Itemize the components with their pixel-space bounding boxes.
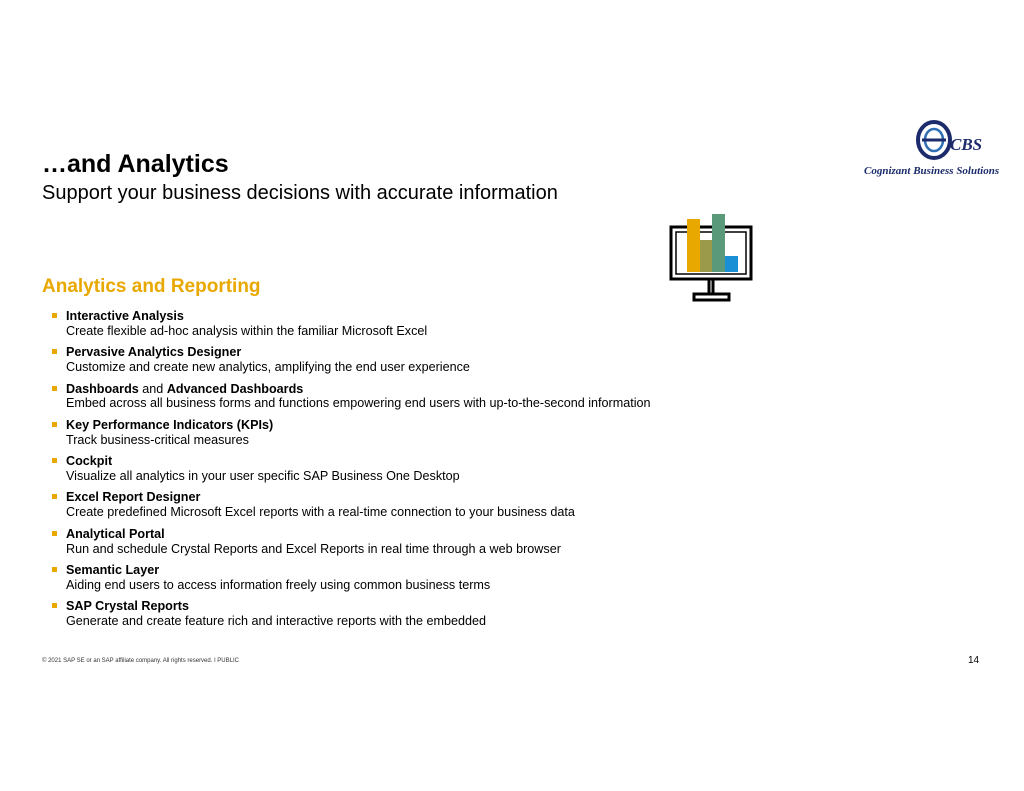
bullet-icon <box>52 422 57 427</box>
feature-title: Key Performance Indicators (KPIs) <box>66 417 274 432</box>
page-number: 14 <box>968 655 980 666</box>
bullet-icon <box>52 603 57 608</box>
feature-description: Visualize all analytics in your user specific SAP Business One Desktop <box>66 468 460 483</box>
footer-copyright: © 2021 SAP SE or an SAP affiliate company. All rights reserved. ǀ PUBLIC <box>42 658 239 664</box>
feature-description: Generate and create feature rich and interactive reports with the embedded <box>66 614 487 629</box>
feature-title: Cockpit <box>66 454 113 469</box>
list-item <box>48 418 808 454</box>
bullet-icon <box>52 458 57 463</box>
list-item <box>48 490 808 526</box>
list-item <box>48 309 808 345</box>
feature-title: Interactive Analysis <box>66 309 184 323</box>
list-item <box>48 527 808 563</box>
list-item <box>48 563 808 599</box>
feature-title <box>66 382 808 397</box>
feature-title-part: Advanced Dashboards <box>166 381 304 396</box>
feature-description: Customize and create new analytics, amplifying the end user experience <box>66 360 470 375</box>
list-item <box>48 454 808 490</box>
feature-title-part: Dashboards <box>66 381 139 396</box>
feature-title: SAP Crystal Reports <box>66 599 189 614</box>
bullet-icon <box>52 386 57 391</box>
bullet-icon <box>52 349 57 354</box>
feature-title: Semantic Layer <box>66 563 160 578</box>
feature-description: Create predefined Microsoft Excel reports with a real-time connection to your business data <box>66 505 575 520</box>
feature-description: Embed across all business forms and functions empowering end users with up-to-the-second information <box>66 396 651 411</box>
bullet-icon <box>52 313 57 318</box>
list-item <box>48 599 808 635</box>
logo-monogram: CBS <box>950 135 983 154</box>
list-item <box>48 345 808 381</box>
list-item <box>48 382 808 418</box>
bullet-icon <box>52 567 57 572</box>
feature-description: Track business-critical measures <box>66 432 249 447</box>
feature-description: Run and schedule Crystal Reports and Excel Reports in real time through a web browser <box>66 541 561 556</box>
feature-title-joiner: and <box>138 381 167 396</box>
monitor-bar-chart-icon <box>668 210 758 304</box>
bullet-icon <box>52 494 57 499</box>
feature-title: Analytical Portal <box>66 526 165 541</box>
logo-tagline: Cognizant Business Solutions <box>864 165 1000 177</box>
feature-list <box>48 309 808 636</box>
feature-description: Create flexible ad-hoc analysis within the familiar Microsoft Excel <box>66 323 428 338</box>
feature-title: Pervasive Analytics Designer <box>66 345 242 360</box>
slide-subtitle: Support your business decisions with accurate information <box>42 182 558 204</box>
feature-title: Excel Report Designer <box>66 490 201 505</box>
slide-title: …and Analytics <box>42 150 229 178</box>
section-heading: Analytics and Reporting <box>42 276 261 297</box>
feature-description: Aiding end users to access information freely using common business terms <box>66 577 491 592</box>
bullet-icon <box>52 531 57 536</box>
